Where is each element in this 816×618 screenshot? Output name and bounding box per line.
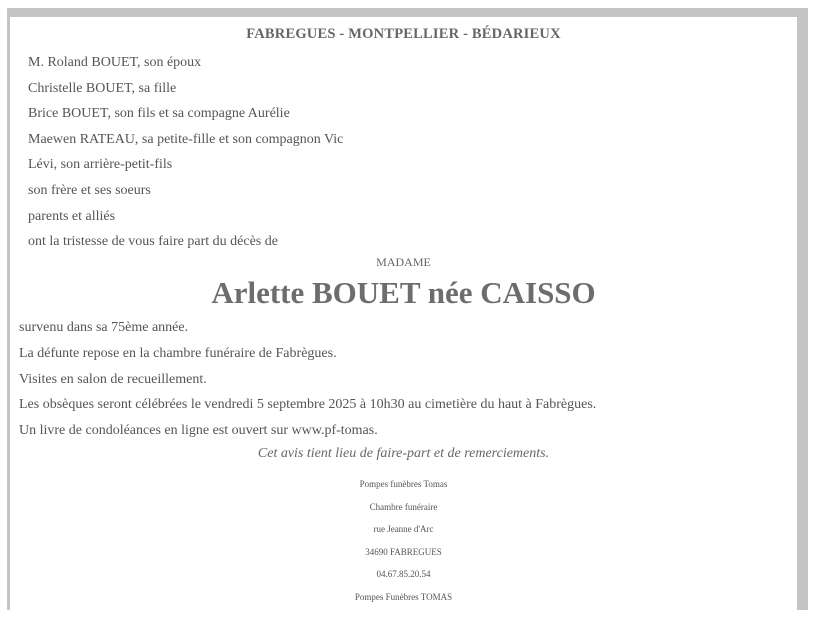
deceased-name: Arlette BOUET née CAISSO <box>211 275 596 310</box>
deceased-title: MADAME <box>376 255 431 269</box>
footer-line: rue Jeanne d'Arc <box>373 524 434 535</box>
notice-header: FABREGUES - MONTPELLIER - BÉDARIEUX <box>246 26 561 42</box>
family-line: M. Roland BOUET, son époux <box>28 55 202 70</box>
family-line: Maewen RATEAU, sa petite-fille et son compagnon Vic <box>28 131 344 147</box>
detail-line: Les obsèques seront célébrées le vendredi 5 septembre 2025 à 10h30 au cimetière du haut à Fabrègues. <box>19 397 597 413</box>
funeral-home-info <box>10 473 797 609</box>
footer-line: 04.67.85.20.54 <box>376 569 431 580</box>
detail-line: La défunte repose en la chambre funéraire de Fabrègues. <box>19 345 337 361</box>
family-line: Christelle BOUET, sa fille <box>28 80 177 96</box>
details-list <box>19 315 596 444</box>
notice-statement: Cet avis tient lieu de faire-part et de remerciements. <box>257 446 550 461</box>
detail-line: Un livre de condoléances en ligne est ouvert sur www.pf-tomas. <box>19 423 378 439</box>
obituary-notice <box>10 17 797 610</box>
family-line: parents et alliés <box>28 208 116 224</box>
family-line: Brice BOUET, son fils et sa compagne Aurélie <box>28 106 290 122</box>
detail-line: survenu dans sa 75ème année. <box>19 320 189 335</box>
footer-line: 34690 FABREGUES <box>365 546 442 557</box>
family-line: Lévi, son arrière-petit-fils <box>28 157 173 173</box>
family-list <box>28 50 343 255</box>
footer-line: Pompes Funèbres TOMAS <box>354 591 453 602</box>
family-line: son frère et ses soeurs <box>28 182 151 198</box>
family-line: ont la tristesse de vous faire part du décès de <box>28 234 278 250</box>
detail-line: Visites en salon de recueillement. <box>19 371 207 387</box>
footer-line: Chambre funéraire <box>369 501 438 512</box>
footer-line: Pompes funèbres Tomas <box>359 479 448 489</box>
